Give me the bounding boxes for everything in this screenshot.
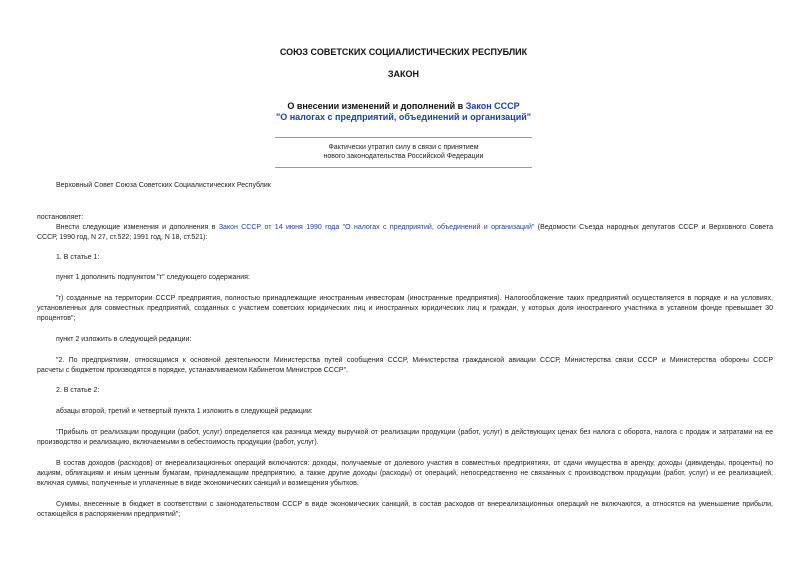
article2-income-line1: В состав доходов (расходов) от внереализационных операций включаются: доходы, получаемые от долевого участия в совместных предприятиях, от сдачи имущества в аренду, доходы (дивиденды, проценты) по: [56, 460, 773, 467]
law-title-line2[interactable]: "О налогах с предприятий, объединений и организаций": [275, 112, 532, 122]
article2-profit-line1: "Прибыль от реализации продукции (работ, услуг) определяется как разница между выручкой от реализации продукции (работ, услуг) в действующих ценах без налога с оборота, налога с продаж и затратами на ее: [56, 429, 773, 436]
article1-point1: пункт 1 дополнить подпунктом "г" следующего содержания:: [56, 274, 250, 281]
article1-sub-g-line1: "г) созданные на территории СССР предприятия, полностью принадлежащие иностранным инвесторам (иностранные предприятия). Налогообложение таких предприятий осуществляется в порядке и на условиях,: [56, 295, 773, 302]
note-bottom-rule: [275, 167, 532, 168]
article2-sanctions-line2: остающейся в распоряжении предприятий";: [37, 511, 181, 518]
law-title-prefix: О внесении изменений и дополнений в: [287, 101, 466, 111]
article1-point2-line1: "2. По предприятиям, относящимся к основной деятельности Министерства путей сообщения СССР, Министерства гражданской авиации СССР, Министерства связи СССР и Министерства обороны СССР: [56, 357, 773, 364]
intro-line1: [56, 223, 773, 233]
note-top-rule: [275, 137, 532, 138]
intro-line2: СССР, 1990 год, N 27, ст.522; 1991 год, N 18, ст.521):: [37, 234, 208, 241]
article2-point1: абзацы второй, третий и четвертый пункта 1 изложить в следующей редакции:: [56, 408, 313, 415]
article1-point2-line2: расчеты с бюджетом производятся в порядке, устанавливаемом Кабинетом Министров СССР".: [37, 367, 349, 374]
article1-point2: пункт 2 изложить в следующей редакции:: [56, 336, 192, 343]
article2-income-line3: включая суммы, полученные и уплаченные в виде экономических санкций и возмещения убытков.: [37, 480, 359, 487]
article1-sub-g-line2: установленных для совместных предприятий, созданных с участием советских юридических лиц и иностранных юридических лиц и граждан, у которых доля иностранного участника в уставном фонде превышает 30: [37, 305, 773, 312]
article2-sanctions-line1: Суммы, внесенные в бюджет в соответствии с законодательством СССР в виде экономических санкций, в состав расходов от внереализационных операций не включаются, а относятся на уменьшение прибыли,: [56, 501, 773, 508]
law-title-line1: [0, 101, 807, 112]
status-note-line1: Фактически утратил силу в связи с принятием: [328, 144, 479, 151]
article1-heading: 1. В статье 1:: [56, 254, 100, 261]
article2-income-line2: акциям, облигациям и иным ценным бумагам, принадлежащим предприятию, а также другие доходы (расходы) от операций, непосредственно не связанных с производством продукции (работ, услуг) и ее реализацией,: [37, 470, 773, 477]
article2-profit-line2: производство и реализацию, включаемыми в себестоимость продукции (работ, услуг).: [37, 439, 319, 446]
law-heading: ЗАКОН: [387, 69, 420, 79]
intro-prefix: Внести следующие изменения и дополнения в: [56, 224, 219, 231]
intro-suffix: (Ведомости Съезда народных депутатов СССР и Верховного Совета: [534, 224, 773, 231]
decrees-line: постановляет:: [37, 214, 84, 221]
council-line: Верховный Совет Союза Советских Социалистических Республик: [56, 182, 271, 189]
law-title-link[interactable]: Закон СССР: [465, 101, 520, 111]
union-heading: СОЮЗ СОВЕТСКИХ СОЦИАЛИСТИЧЕСКИХ РЕСПУБЛИК: [279, 47, 528, 57]
status-note-line2: нового законодательства Российской Федерации: [323, 153, 484, 160]
article1-sub-g-line3: процентов";: [37, 315, 76, 322]
article2-heading: 2. В статье 2:: [56, 387, 100, 394]
intro-law-link[interactable]: Закон СССР от 14 июня 1990 года "О налогах с предприятий, объединений и организаций": [218, 224, 535, 231]
